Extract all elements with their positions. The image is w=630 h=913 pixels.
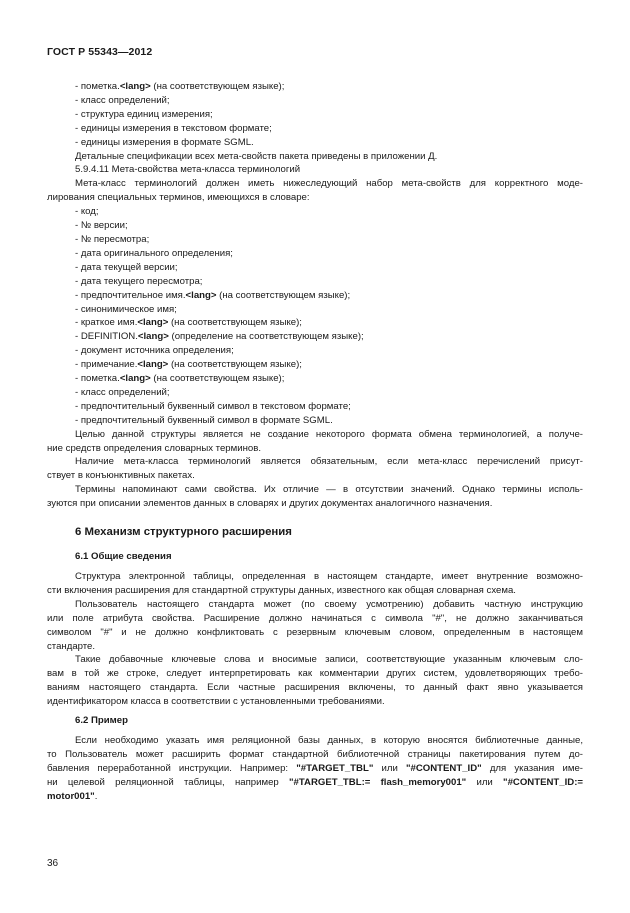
list-item: - пометка.<lang> (на соответствующем языке); (75, 81, 285, 92)
document-header: ГОСТ Р 55343—2012 (47, 46, 153, 58)
list-item: - № версии; (75, 220, 128, 232)
list-item: - примечание.<lang> (на соответствующем языке); (75, 359, 302, 371)
list-item: - класс определений; (75, 94, 170, 106)
list-item: - дата оригинального определения; (75, 247, 233, 259)
paragraph-meta-class: Мета-класс терминологий должен иметь нижеследующий набор мета-свойств для корректного моде- лирования специальных терминов, имеющихся в словаре: (47, 178, 583, 204)
bullet-list-lang-properties (47, 80, 583, 150)
paragraph-terms: Термины напоминают сами свойства. Их отличие — в отсутствии значений. Однако термины исполь- зуются при описании элементов данных в словарях и других документах аналогичного назначения. (47, 484, 583, 510)
list-item: - код; (75, 206, 99, 218)
list-item: - дата текущего пересмотра; (75, 275, 203, 287)
section-6-2-heading: 6.2 Пример (75, 715, 128, 727)
section-6-heading: 6 Механизм структурного расширения (75, 526, 292, 539)
clause-heading-5-9-4-11: 5.9.4.11 Мета-свойства мета-класса терминологий (75, 164, 301, 176)
paragraph-details: Детальные спецификации всех мета-свойств пакета приведены в приложении Д. (75, 150, 438, 162)
list-item: - краткое имя.<lang> (на соответствующем языке); (75, 317, 302, 329)
list-item: - предпочтительный буквенный символ в формате SGML. (75, 414, 333, 426)
paragraph-purpose: Целью данной структуры является не создание некоторого формата обмена терминологией, а получе- ние средств определения словарных терминов. (47, 428, 583, 454)
list-item: - предпочтительное имя.<lang> (на соответствующем языке); (75, 289, 351, 301)
list-item: - структура единиц измерения; (75, 108, 213, 120)
paragraph-6-1-structure: Структура электронной таблицы, определенная в настоящем стандарте, имеет внутренние возможно- сти включения расширения для стандартной структуры данных, известного как общая словарная схема. (47, 571, 583, 596)
page-number: 36 (47, 858, 59, 869)
section-6-1-heading: 6.1 Общие сведения (75, 551, 172, 563)
paragraph-6-1-keywords: Такие добавочные ключевые слова и вносимые записи, соответствующие указанным ключевым сло- вам в той же строке, следует интерпретировать как комментарии других систем, удовлетворяющих требо- ваниям настоящего стандарта. Если частные расширения включены, то данный факт явно указывается идентификатором класса в соответствии с установленными требованиями. (47, 654, 583, 708)
list-item: - синонимическое имя; (75, 303, 177, 315)
bullet-list-terminology-properties (47, 205, 583, 428)
paragraph-6-1-user-extension: Пользователь настоящего стандарта может (по своему усмотрению) добавить частную инструкцию или поле атрибута свойства. Расширение должно начинаться с символа "#", не должно заканчиваться символом "#" и не должно конфликтовать с резервным ключевым словом, определенным в настоящем стандарте. (47, 598, 583, 652)
page-body (47, 80, 583, 804)
list-item: - единицы измерения в формате SGML. (75, 136, 254, 148)
list-item: - документ источника определения; (75, 345, 234, 357)
list-item: - пометка.<lang> (на соответствующем языке); (75, 373, 285, 385)
list-item: - DEFINITION.<lang> (определение на соответствующем языке); (75, 331, 364, 343)
list-item: - № пересмотра; (75, 233, 150, 245)
list-item: - предпочтительный буквенный символ в текстовом формате; (75, 400, 351, 412)
paragraph-6-2-example: Если необходимо указать имя реляционной базы данных, в которую вносятся библиотечные данные, то Пользователь может расширить формат стандартной библиотечной страницы пакетирования путем до- бавления переработанной инструкции. Например: "#TARGET_TBL" или "#CONTENT_ID" для указания име- ни целевой реляционной таблицы, например "#TARGET_TBL:= flash_memory001" или "#CONTENT_ID:= motor001". (47, 734, 584, 802)
list-item: - класс определений; (75, 386, 170, 398)
list-item: - единицы измерения в текстовом формате; (75, 122, 272, 134)
paragraph-mandatory: Наличие мета-класса терминологий является обязательным, если мета-класс перечислений присут- ствует в конъюнктивных пакетах. (47, 456, 583, 482)
list-item: - дата текущей версии; (75, 261, 178, 273)
